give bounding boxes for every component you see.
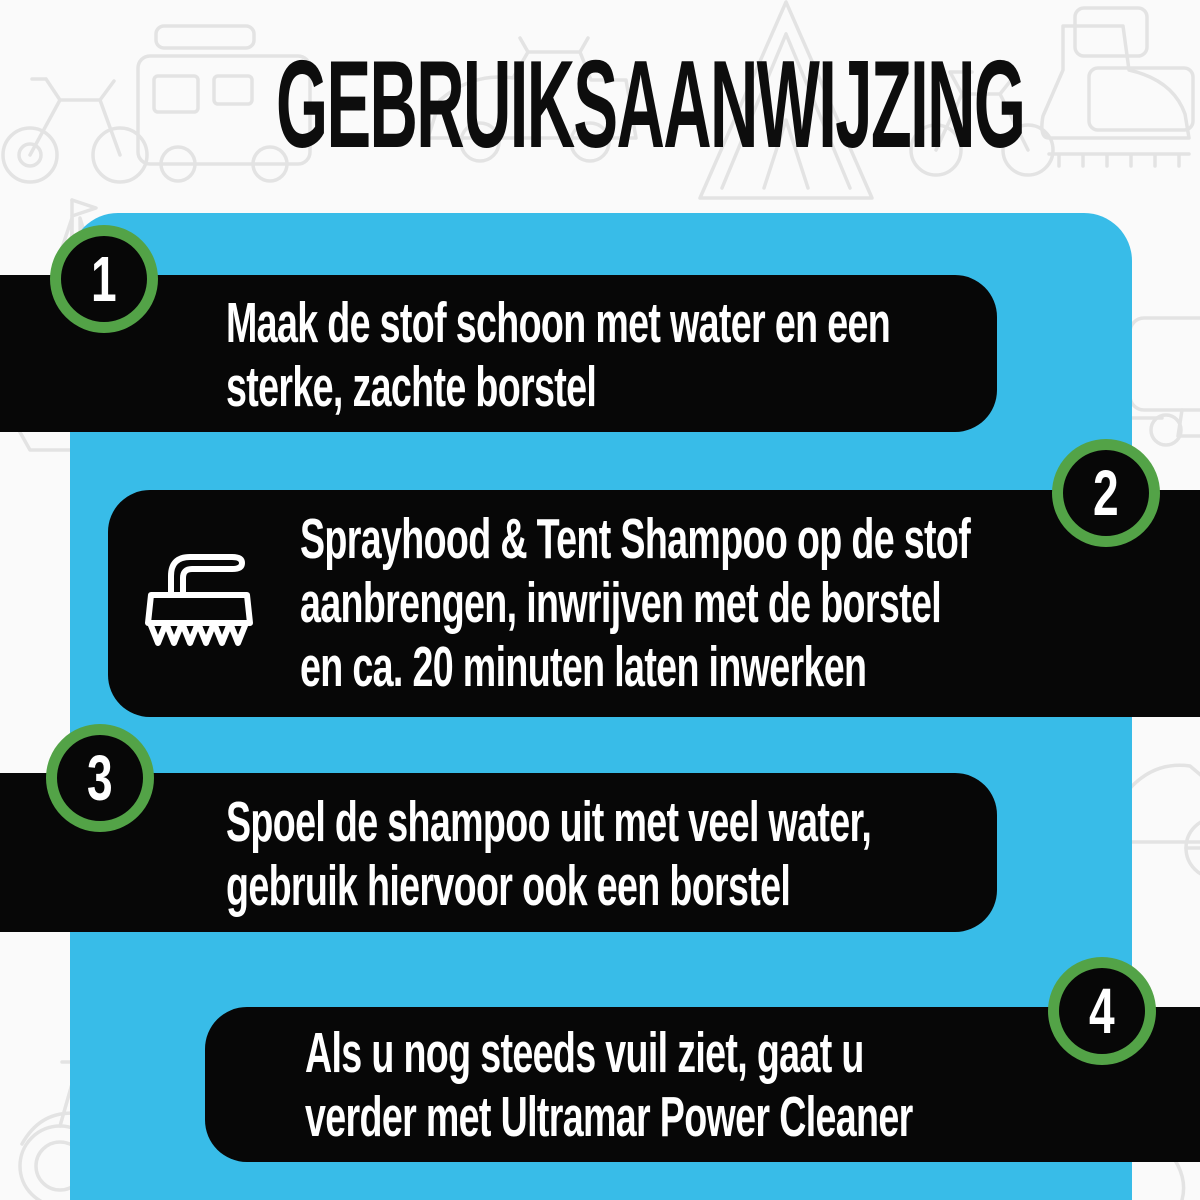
background-motorcycle-icon [3,79,147,182]
step-2-number-badge [1052,439,1160,547]
page-title: GEBRUIKSAANWIJZING [276,36,1025,174]
step-1-text [226,291,890,419]
brush-icon [133,540,263,646]
step-4-text [305,1021,913,1149]
background-hiking-boot-icon [1042,26,1189,166]
step-2-line-2: aanbrengen, inwrijven met de borstel [300,571,942,635]
step-3-number-badge [46,724,154,832]
step-4-number: 4 [1089,975,1115,1047]
step-1-number-badge [50,225,158,333]
step-1-line-2: sterke, zachte borstel [226,355,597,419]
step-2-line-1: Sprayhood & Tent Shampoo op de stof [300,507,971,571]
step-2-line-3: en ca. 20 minuten laten inwerken [300,635,867,699]
step-4-line-1: Als u nog steeds vuil ziet, gaat u [305,1021,864,1085]
step-4-number-badge [1048,957,1156,1065]
step-3-line-2: gebruik hiervoor ook een borstel [226,854,791,918]
background-trailer-icon [1130,318,1200,445]
step-1-line-1: Maak de stof schoon met water en een [226,291,891,355]
step-4-line-2: verder met Ultramar Power Cleaner [305,1085,913,1149]
step-2-number: 2 [1093,457,1119,529]
step-3-number: 3 [87,742,113,814]
step-2-text [300,507,970,699]
step-3-line-1: Spoel de shampoo uit met veel water, [226,790,872,854]
step-1-number: 1 [91,243,117,315]
step-3-text [226,790,871,918]
